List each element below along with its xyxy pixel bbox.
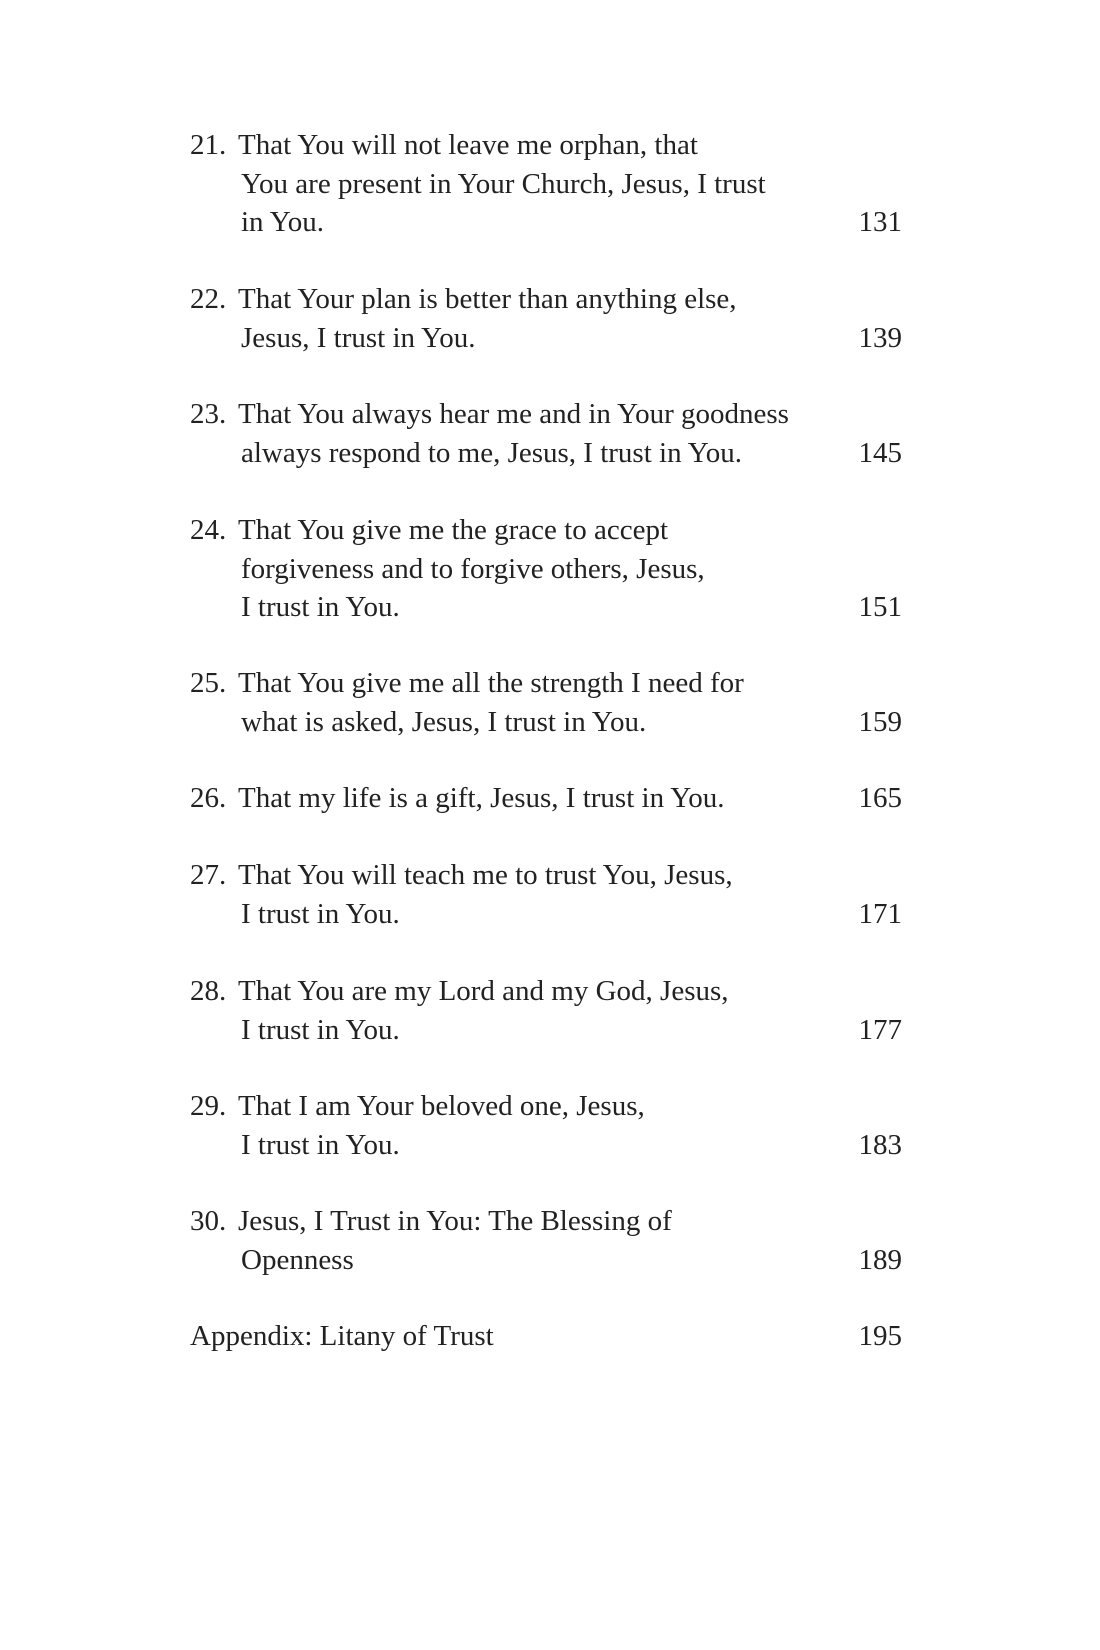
toc-entry-appendix [190, 1317, 910, 1356]
entry-title-line: That You will teach me to trust You, Jesus, [238, 859, 733, 891]
toc-entry-30 [190, 1202, 910, 1279]
entry-title-line: Openness [241, 1243, 354, 1276]
page-number: 189 [858, 1243, 902, 1276]
toc-entry-29 [190, 1087, 910, 1164]
entry-title-line: That I am Your beloved one, Jesus, [238, 1090, 645, 1122]
page-number: 151 [858, 591, 902, 623]
entry-title-line: I trust in You. [241, 591, 400, 623]
toc-entry-25 [190, 664, 910, 741]
entry-number: 30. [190, 1205, 227, 1237]
entry-title-line: That You give me all the strength I need for [238, 667, 744, 699]
entry-number: 29. [190, 1090, 227, 1122]
entry-title-line: always respond to me, Jesus, I trust in You. [241, 436, 743, 469]
entry-title-line: That You are my Lord and my God, Jesus, [238, 975, 729, 1007]
entry-number: 23. [190, 398, 227, 430]
toc-entry-21 [190, 126, 910, 242]
entry-title-line: I trust in You. [241, 897, 400, 930]
toc-entry-28 [190, 972, 910, 1049]
entry-title-line: what is asked, Jesus, I trust in You. [241, 705, 647, 738]
entry-number: 26. [190, 782, 227, 814]
entry-title-line: You are present in Your Church, Jesus, I trust [241, 167, 766, 200]
page-number: 195 [858, 1320, 902, 1352]
entry-number: 25. [190, 667, 227, 699]
entry-title-line: in You. [241, 206, 325, 238]
entry-title-line: Jesus, I Trust in You: The Blessing of [238, 1205, 672, 1237]
page-number: 171 [858, 897, 902, 930]
entry-number: 22. [190, 283, 227, 315]
entry-number: 21. [190, 129, 227, 161]
page-number: 177 [858, 1013, 902, 1046]
page-number: 165 [858, 782, 902, 814]
entry-title-line: forgiveness and to forgive others, Jesus, [241, 552, 705, 585]
toc-entry-26 [190, 779, 910, 818]
appendix-title: Appendix: Litany of Trust [190, 1320, 494, 1352]
entry-title-line: I trust in You. [241, 1013, 400, 1046]
entry-title-line: That You always hear me and in Your goodness [238, 398, 789, 430]
toc-entry-23 [190, 395, 910, 472]
page-number: 139 [858, 321, 902, 354]
entry-title-line: That my life is a gift, Jesus, I trust in You. [238, 782, 725, 814]
entry-title-line: Jesus, I trust in You. [241, 321, 476, 354]
entry-number: 28. [190, 975, 227, 1007]
page-number: 145 [858, 436, 902, 469]
entry-number: 27. [190, 859, 227, 891]
entry-title-line: I trust in You. [241, 1128, 400, 1161]
entry-title-line: That You give me the grace to accept [238, 514, 669, 546]
page-number: 183 [858, 1128, 902, 1161]
toc-entry-22 [190, 280, 910, 357]
toc-entry-27 [190, 856, 910, 933]
page-number: 159 [858, 705, 902, 738]
entry-number: 24. [190, 514, 227, 546]
page-number: 131 [858, 206, 902, 238]
toc-entry-24 [190, 511, 910, 627]
entry-title-line: That You will not leave me orphan, that [238, 129, 698, 161]
entry-title-line: That Your plan is better than anything else, [238, 283, 737, 315]
